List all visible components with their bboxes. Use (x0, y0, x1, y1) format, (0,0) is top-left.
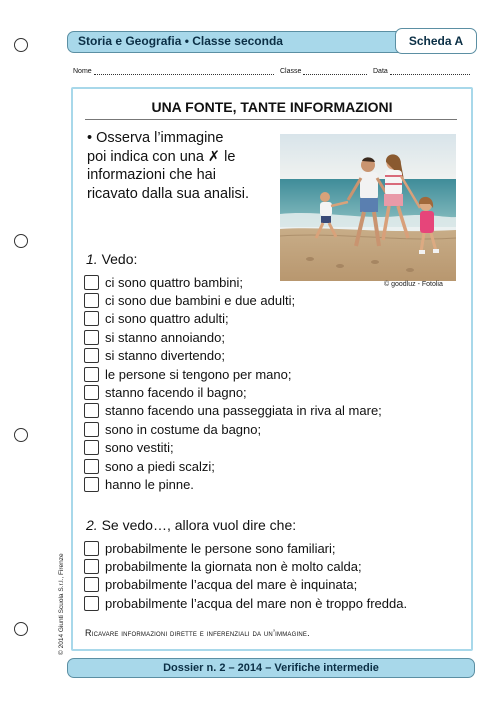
list-item (84, 310, 382, 328)
option-text: probabilmente l’acqua del mare è inquinata; (105, 577, 358, 593)
section-1-label: Vedo: (101, 251, 138, 267)
binder-hole (14, 428, 28, 442)
worksheet-box (71, 87, 473, 651)
section-1-checklist (84, 273, 382, 494)
scheda-tab: Scheda A (395, 28, 477, 54)
list-item (84, 365, 382, 383)
list-item (84, 328, 382, 346)
section-1-heading (86, 251, 137, 267)
section-2-label: Se vedo…, allora vuol dire che: (101, 517, 297, 533)
option-text: probabilmente le persone sono familiari; (105, 540, 336, 556)
list-item (84, 383, 382, 401)
list-item (84, 557, 407, 575)
option-text: stanno facendo il bagno; (105, 385, 247, 401)
classe-label: Classe (280, 68, 302, 75)
instruction-line: poi indica con una ✗ le (87, 148, 236, 165)
option-text: stanno facendo una passeggiata in riva al mare; (105, 403, 382, 419)
checkbox[interactable] (84, 348, 99, 363)
list-item (84, 576, 407, 594)
checkbox[interactable] (84, 330, 99, 345)
instruction-line: informazioni che hai (87, 167, 216, 183)
option-text: ci sono quattro bambini; (105, 274, 244, 290)
title-divider (85, 119, 457, 120)
nome-line[interactable] (94, 67, 274, 75)
binder-hole (14, 38, 28, 52)
option-text: si stanno annoiando; (105, 329, 225, 345)
list-item (84, 457, 382, 475)
nome-label: Nome (73, 68, 92, 75)
list-item (84, 402, 382, 420)
section-2-number: 2. (86, 517, 98, 533)
checkbox[interactable] (84, 559, 99, 574)
beach-family-photo (280, 134, 456, 281)
data-field[interactable] (373, 67, 470, 75)
option-text: probabilmente la giornata non è molto calda; (105, 559, 362, 575)
photo-credit: © goodluz - Fotolia (384, 281, 443, 288)
instruction-text (87, 129, 277, 203)
list-item (84, 539, 407, 557)
beach-photo-illustration (280, 134, 456, 281)
option-text: hanno le pinne. (105, 476, 194, 492)
list-item (84, 291, 382, 309)
data-line[interactable] (390, 67, 470, 75)
checkbox[interactable] (84, 403, 99, 418)
section-2-heading (86, 517, 296, 533)
checkbox[interactable] (84, 577, 99, 592)
option-text: le persone si tengono per mano; (105, 366, 292, 382)
list-item (84, 475, 382, 493)
checkbox[interactable] (84, 440, 99, 455)
list-item (84, 273, 382, 291)
option-text: probabilmente l’acqua del mare non è troppo fredda. (105, 595, 408, 611)
option-text: sono in costume da bagno; (105, 421, 262, 437)
footer-bar: Dossier n. 2 – 2014 – Verifiche intermedie (67, 658, 475, 678)
checkbox[interactable] (84, 275, 99, 290)
checkbox[interactable] (84, 293, 99, 308)
instruction-line: • Osserva l’immagine (87, 130, 224, 146)
option-text: ci sono due bambini e due adulti; (105, 293, 296, 309)
section-2-checklist (84, 539, 407, 613)
checkbox[interactable] (84, 596, 99, 611)
checkbox[interactable] (84, 422, 99, 437)
header-title: Storia e Geografia • Classe seconda (78, 34, 283, 48)
nome-field[interactable] (73, 67, 274, 75)
checkbox[interactable] (84, 477, 99, 492)
list-item (84, 439, 382, 457)
list-item (84, 347, 382, 365)
option-text: sono a piedi scalzi; (105, 458, 215, 474)
instruction-line: ricavato dalla sua analisi. (87, 185, 250, 202)
copyright-notice: © 2014 Giunti Scuola S.r.l., Firenze (58, 553, 65, 655)
learning-objective-note: Ricavare informazioni dirette e inferenziali da un’immagine. (85, 628, 310, 638)
classe-line[interactable] (303, 67, 367, 75)
option-text: si stanno divertendo; (105, 348, 225, 364)
list-item (84, 594, 407, 612)
binder-hole (14, 234, 28, 248)
checkbox[interactable] (84, 385, 99, 400)
checkbox[interactable] (84, 459, 99, 474)
checkbox[interactable] (84, 541, 99, 556)
option-text: ci sono quattro adulti; (105, 311, 229, 327)
student-fields (73, 67, 473, 79)
option-text: sono vestiti; (105, 440, 174, 456)
classe-field[interactable] (280, 67, 367, 75)
data-label: Data (373, 68, 388, 75)
checkbox[interactable] (84, 311, 99, 326)
binder-hole (14, 622, 28, 636)
list-item (84, 420, 382, 438)
worksheet-title: UNA FONTE, TANTE INFORMAZIONI (151, 99, 393, 115)
section-1-number: 1. (86, 251, 98, 267)
checkbox[interactable] (84, 367, 99, 382)
